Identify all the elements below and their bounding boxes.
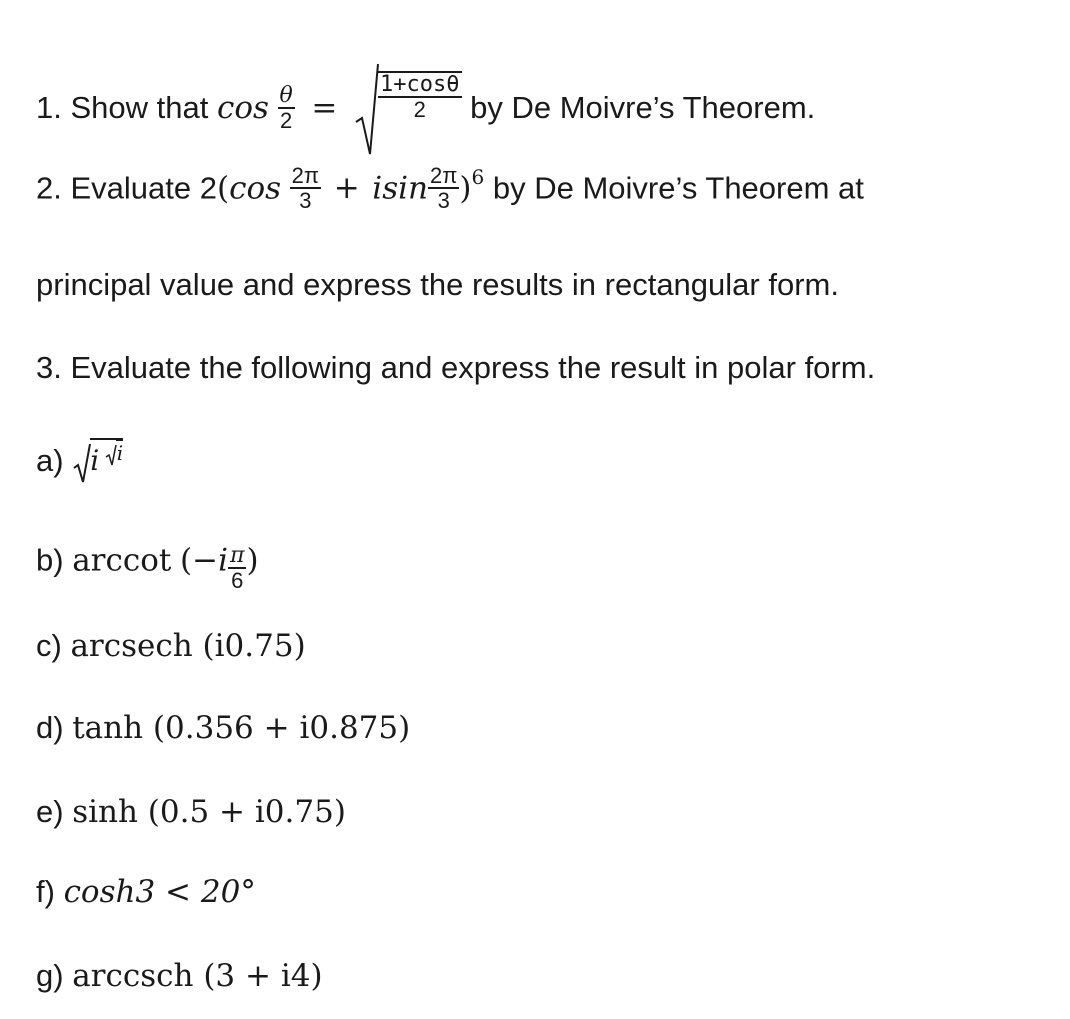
- q2-plus: +: [333, 170, 360, 207]
- q1-equals: =: [311, 90, 338, 127]
- item-d: [36, 712, 410, 744]
- item-b-prefix: b): [36, 542, 64, 578]
- question-2: [36, 163, 864, 214]
- q2-label: 2. Evaluate 2: [36, 170, 217, 206]
- item-b: [36, 538, 259, 594]
- q1-theta: θ: [279, 82, 293, 108]
- q2-three-2: 3: [437, 188, 450, 214]
- item-f-prefix: f): [36, 874, 55, 909]
- item-g: [36, 960, 323, 992]
- item-e: [36, 796, 346, 828]
- q2-frac-2: [428, 164, 459, 212]
- q2-frac-1: [290, 164, 321, 212]
- item-c: [36, 630, 306, 662]
- q2-exponent: 6: [471, 165, 485, 190]
- item-b-pi: π: [229, 543, 245, 568]
- item-b-open: (: [179, 542, 193, 579]
- q1-rad-den: 2: [413, 97, 426, 122]
- item-a-radical: [72, 442, 123, 484]
- item-c-expr: arcsech (i0.75): [70, 628, 306, 664]
- q1-radicand: [378, 71, 461, 121]
- q2-open-paren: (: [216, 170, 230, 207]
- q2-two-pi-2: 2π: [430, 163, 458, 188]
- q2-three-1: 3: [299, 188, 312, 214]
- item-a: [36, 442, 123, 484]
- item-g-expr: arccsch (3 + i4): [72, 958, 323, 994]
- question-1: [36, 62, 815, 158]
- item-b-six: 6: [231, 568, 244, 594]
- q2-tail: by De Moivre’s Theorem at: [492, 170, 864, 206]
- item-b-close: ): [246, 542, 259, 579]
- item-d-expr: tanh (0.356 + i0.875): [72, 710, 411, 746]
- q2-cos: cos: [229, 170, 282, 207]
- item-c-prefix: c): [36, 628, 62, 663]
- item-f-expr: cosh3 < 20°: [63, 874, 256, 910]
- item-d-prefix: d): [36, 710, 64, 745]
- q1-tail: by De Moivre’s Theorem.: [470, 90, 816, 126]
- item-e-prefix: e): [36, 794, 64, 829]
- q1-label: 1. Show that: [36, 90, 209, 126]
- q1-rad-num: 1+cosθ: [380, 71, 460, 97]
- item-e-expr: sinh (0.5 + i0.75): [72, 794, 346, 830]
- q1-two: 2: [280, 108, 293, 133]
- item-b-fn: arccot: [72, 542, 172, 579]
- q2-two-pi-1: 2π: [291, 163, 320, 188]
- square-root-icon: [72, 442, 92, 484]
- q1-radical: [354, 62, 461, 158]
- question-2-line-2: principal value and express the results in rectangular form.: [36, 267, 839, 302]
- item-b-neg-i: −i: [192, 542, 228, 579]
- q2-close-paren: ): [459, 170, 472, 207]
- item-b-frac: [228, 544, 246, 592]
- item-a-prefix: a): [36, 443, 64, 479]
- question-3: 3. Evaluate the following and express the result in polar form.: [36, 350, 876, 385]
- q2-isin: isin: [372, 170, 428, 207]
- item-a-i: i: [90, 444, 100, 478]
- q1-theta-over-2: [278, 84, 295, 132]
- item-f: [36, 876, 256, 908]
- square-root-icon: [105, 444, 117, 466]
- item-a-inner-i: i: [116, 441, 124, 466]
- item-g-prefix: g): [36, 958, 64, 993]
- q1-cos: cos: [216, 90, 269, 127]
- square-root-icon: [354, 62, 380, 158]
